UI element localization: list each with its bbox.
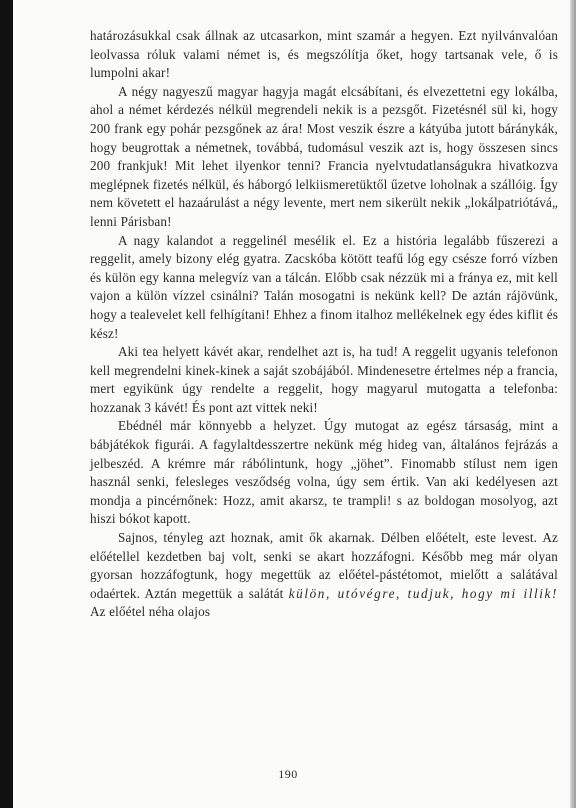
paragraph-6-main: Sajnos, tényleg azt hoznak, amit ők akarnak. Délben előételt, este levest. Az előétellel kezdetben baj volt, senki se akart hozzáfogni. Később meg már olyan gyorsan hozzáfogtunk, hogy megettük az előétel-pástétomot, mielőtt a salátával odaértek. Aztán megettük a salátát: [90, 530, 558, 601]
paragraph-1: határozásukkal csak állnak az utcasarkon, mint szamár a hegyen. Ezt nyilvánvalóan leolvassa róluk valami német is, és megszólítja őket, hogy tartsanak vele, ő is lumpolni akar!: [90, 28, 558, 81]
paragraph-5: Ebédnél már könnyebb a helyzet. Úgy mutogat az egész társaság, mint a bábjátékok figurái. A fagylaltdesszertre nekünk még hideg van, általános fejrázás a jelbeszéd. A krémre már rábólintunk, hogy „jöhet”. Finomabb stílust nem igen használ senki, felesleges vesződség volna, úgy sem értik. Van aki kedélyesen azt mondja a pincérnőnek: Hozz, amit akarsz, te trampli! s az boldogan mosolyog, azt hiszi bókot kapott.: [90, 418, 558, 527]
paragraph-6-tail: Az előétel néha olajos: [90, 604, 211, 620]
paragraph-4: Aki tea helyett kávét akar, rendelhet azt is, ha tud! A reggelit ugyanis telefonon kell megrendelni kinek-kinek a saját szobájából. Mindenesetre értelmes nép a francia, mert egyikünk úgy rendelte a reggelit, hogy magyarul mutogatta a telefonba: hozzanak 3 kávét! És pont azt vittek neki!: [90, 344, 558, 415]
scan-edge-right: [570, 0, 576, 808]
paragraph-3: A nagy kalandot a reggelinél mesélik el. Ez a história legalább fűszerezi a reggelit, amely bizony elég gyatra. Zacskóba kötött teafű lóg egy csésze forró vízben és külön egy kanna melegvíz van a tálcán. Előbb csak nézzük mi a fránya ez, mit kell vajon a külön vízzel csinálni? Talán mosogatni is nekünk kell? De aztán rájövünk, hogy a tealevelet kell felhígítani! Ehhez a finom italhoz mellékelnek egy édes kiflit és kész!: [90, 232, 558, 341]
scan-edge-left: [0, 0, 13, 808]
paragraph-6: [90, 529, 558, 622]
body-text: [90, 27, 558, 622]
page-number: 190: [278, 767, 298, 781]
paragraph-2: A négy nagyeszű magyar hagyja magát elcsábítani, és elvezettetni egy lokálba, ahol a német kérdezés nélkül megrendeli nekik is a pezsgőt. Fizetésnél sül ki, hogy 200 frank egy pohár pezsgőnek az ára! Most veszik észre a kátyúba jutott báránykák, hogy beugrottak a németnek, továbbá, tudomásul veszik azt is, hogy összesen sincs 200 frankjuk! Mit lehet ilyenkor tenni? Francia nyelvtudatlanságukra hivatkozva meglépnek fizetés nélkül, és háborgó lelkiismeretüktől űzetve loholnak a szállóig. Így nem követett el hazaárulást a négy levente, mert nem sikerült nekik „lokálpatriótává„ lenni Párisban!: [90, 83, 558, 229]
paragraph-6-spaced: külön, utóvégre, tudjuk, hogy mi illik!: [288, 585, 558, 601]
